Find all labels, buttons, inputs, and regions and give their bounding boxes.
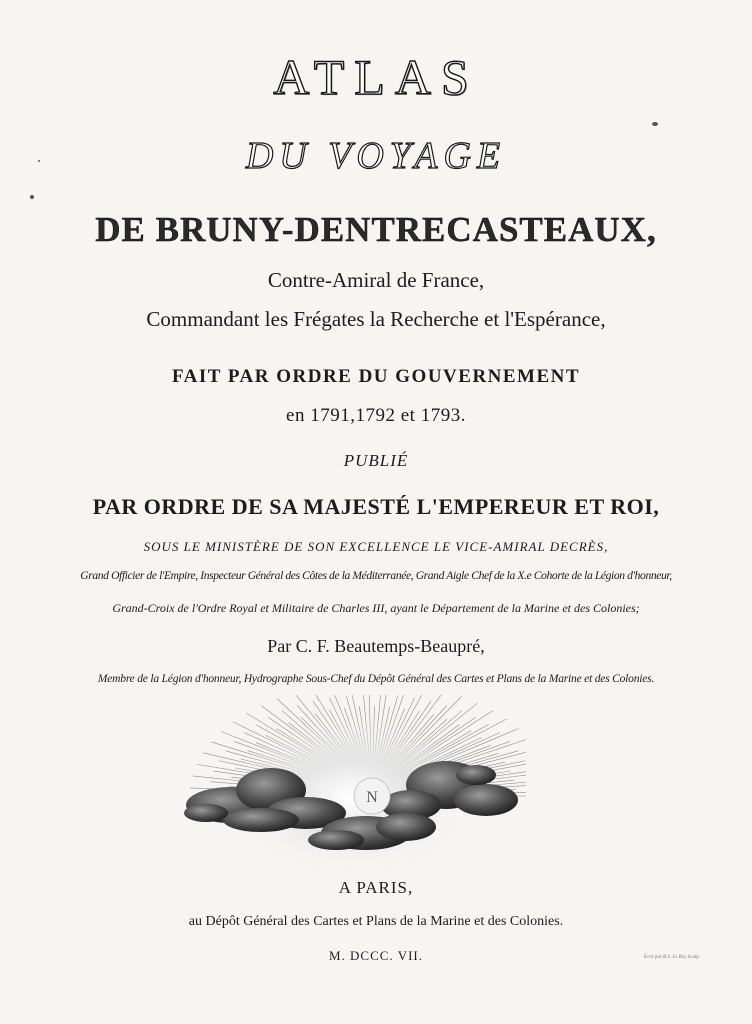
publisher-line: au Dépôt Général des Cartes et Plans de la Marine et des Colonies. [188,914,564,929]
author-line: Par C. F. Beautemps-Beaupré, [267,636,485,656]
years-line: en 1791,1792 et 1793. [286,405,466,426]
ministry-line: SOUS LE MINISTÈRE DE SON EXCELLENCE LE VICE-AMIRAL DECRÈS, [143,539,609,554]
sunburst-clouds-vignette [176,695,526,870]
ink-speck [30,195,34,199]
ink-speck [652,122,658,126]
vignette-letter: N [366,789,378,806]
name-heading: DE BRUNY-DENTRECASTEAUX, [95,210,657,249]
ink-speck [38,160,40,162]
made-by-line: FAIT PAR ORDRE DU GOUVERNEMENT [171,366,581,387]
engraver-signature: Écrit par B.S. Le Roy Sculp. [643,955,700,960]
by-order-line: PAR ORDRE DE SA MAJESTÉ L'EMPEREUR ET ROI, [92,494,660,519]
published-line: PUBLIÉ [343,451,409,470]
rank-line: Contre-Amiral de France, [267,268,485,292]
voyage-heading: DU VOYAGE [245,135,507,177]
command-line: Commandant les Frégates la Recherche et l'Espérance, [146,307,606,331]
titles-line-1: Grand Officier de l'Empire, Inspecteur Général des Côtes de la Méditerranée, Grand Aigle Chef de la X.e Cohorte de la Légion d'honneur, [80,569,672,582]
titles-line-2: Grand-Croix de l'Ordre Royal et Militaire de Charles III, ayant le Département de la Marine et des Colonies; [112,601,640,615]
author-titles-line: Membre de la Légion d'honneur, Hydrographe Sous-Chef du Dépôt Général des Cartes et Plans de la Marine et des Colonies. [97,673,655,685]
place-line: A PARIS, [338,878,414,897]
date-line: M. DCCC. VII. [328,948,424,963]
atlas-heading: ATLAS [273,49,479,105]
